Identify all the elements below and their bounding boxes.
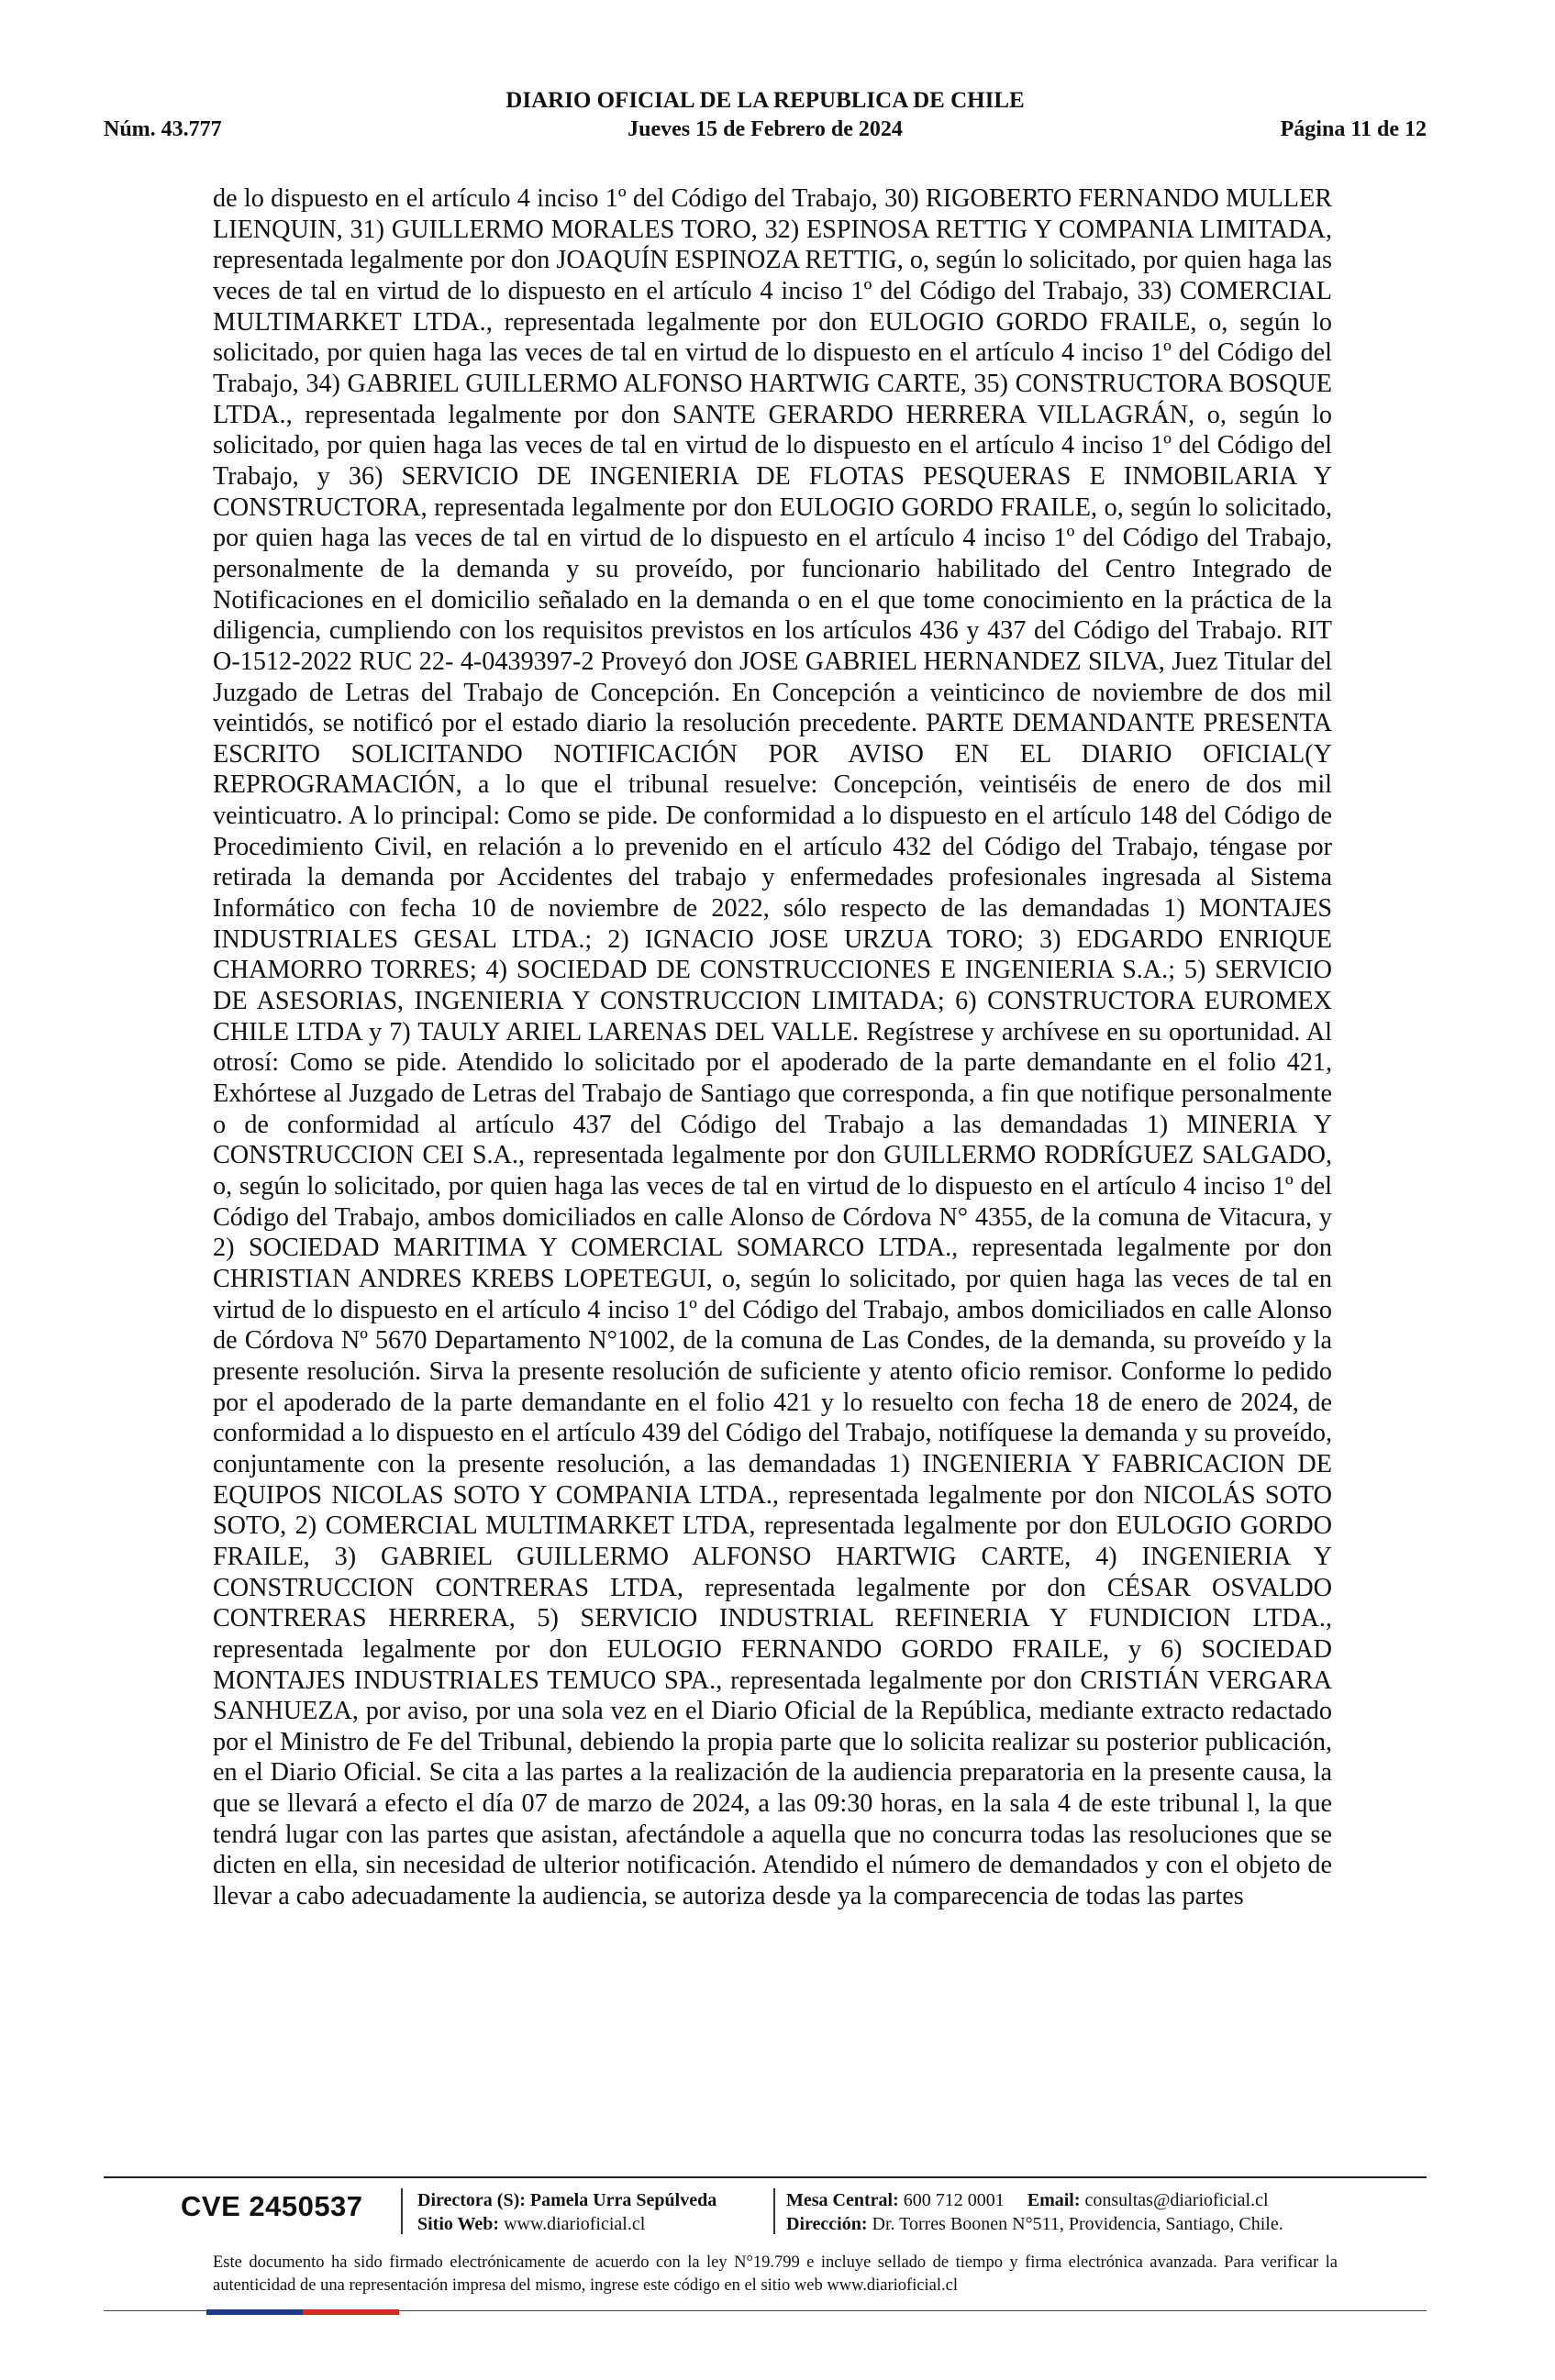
website-label: Sitio Web: bbox=[417, 2214, 500, 2234]
email-label: Email: bbox=[1027, 2190, 1081, 2210]
legal-notice: Este documento ha sido firmado electrónicamente de acuerdo con la ley N°19.799 e incluye sellado de tiempo y firma electrónica avanzada. Para verificar la autenticidad de una representación impresa del mismo, ingrese este código en el sitio web www.diarioficial.cl bbox=[213, 2253, 1338, 2295]
publication-title: DIARIO OFICIAL DE LA REPUBLICA DE CHILE bbox=[505, 88, 1025, 113]
address-label: Dirección: bbox=[786, 2214, 868, 2234]
director-label: Directora (S): bbox=[417, 2190, 526, 2210]
phone-number: 600 712 0001 bbox=[903, 2190, 1005, 2210]
director-name: Pamela Urra Sepúlveda bbox=[529, 2190, 717, 2210]
flag-stripe-blue bbox=[206, 2309, 303, 2315]
phone-label: Mesa Central: bbox=[786, 2190, 899, 2210]
director-line bbox=[417, 2188, 716, 2212]
contact-info bbox=[786, 2188, 1283, 2236]
website-link[interactable]: www.diarioficial.cl bbox=[504, 2214, 646, 2234]
page-indicator: Página 11 de 12 bbox=[1280, 117, 1427, 141]
website-line bbox=[417, 2212, 716, 2236]
cve-code: CVE 2450537 bbox=[181, 2190, 363, 2222]
issue-number: Núm. 43.777 bbox=[104, 117, 222, 141]
email-link[interactable]: consultas@diarioficial.cl bbox=[1084, 2190, 1269, 2210]
issue-date: Jueves 15 de Febrero de 2024 bbox=[628, 117, 903, 141]
footer-separator bbox=[773, 2188, 775, 2234]
contact-line bbox=[786, 2188, 1283, 2212]
footer-divider bbox=[104, 2176, 1427, 2178]
director-info bbox=[417, 2188, 716, 2236]
address-text: Dr. Torres Boonen N°511, Providencia, Santiago, Chile. bbox=[872, 2214, 1283, 2234]
page-header bbox=[104, 88, 1427, 147]
body-text: de lo dispuesto en el artículo 4 inciso 1º del Código del Trabajo, 30) RIGOBERTO FERNANDO MULLER LIENQUIN, 31) GUILLERMO MORALES TORO, 32) ESPINOSA RETTIG Y COMPANIA LIMITADA, representada legalmente por don JOAQUÍN ESPINOZA RETTIG, o, según lo solicitado, por quien haga las veces de tal en virtud de lo dispuesto en el artículo 4 inciso 1º del Código del Trabajo, 33) COMERCIAL MULTIMARKET LTDA., representada legalmente por don EULOGIO GORDO FRAILE, o, según lo solicitado, por quien haga las veces de tal en virtud de lo dispuesto en el artículo 4 inciso 1º del Código del Trabajo, 34) GABRIEL GUILLERMO ALFONSO HARTWIG CARTE, 35) CONSTRUCTORA BOSQUE LTDA., representada legalmente por don SANTE GERARDO HERRERA VILLAGRÁN, o, según lo solicitado, por quien haga las veces de tal en virtud de lo dispuesto en el artículo 4 inciso 1º del Código del Trabajo, y 36) SERVICIO DE INGENIERIA DE FLOTAS PESQUERAS E INMOBILARIA Y CONSTRUCTORA, representada legalmente por don EULOGIO GORDO FRAILE, o, según lo solicitado, por quien haga las veces de tal en virtud de lo dispuesto en el artículo 4 inciso 1º del Código del Trabajo, personalmente de la demanda y su proveído, por funcionario habilitado del Centro Integrado de Notificaciones en el domicilio señalado en la demanda o en el que tome conocimiento en la práctica de la diligencia, cumpliendo con los requisitos previstos en los artículos 436 y 437 del Código del Trabajo. RIT O-1512-2022 RUC 22- 4-0439397-2 Proveyó don JOSE GABRIEL HERNANDEZ SILVA, Juez Titular del Juzgado de Letras del Trabajo de Concepción. En Concepción a veinticinco de noviembre de dos mil veintidós, se notificó por el estado diario la resolución precedente. PARTE DEMANDANTE PRESENTA ESCRITO SOLICITANDO NOTIFICACIÓN POR AVISO EN EL DIARIO OFICIAL(Y REPROGRAMACIÓN, a lo que el tribunal resuelve: Concepción, veintiséis de enero de dos mil veinticuatro. A lo principal: Como se pide. De conformidad a lo dispuesto en el artículo 148 del Código de Procedimiento Civil, en relación a lo prevenido en el artículo 432 del Código del Trabajo, téngase por retirada la demanda por Accidentes del trabajo y enfermedades profesionales ingresada al Sistema Informático con fecha 10 de noviembre de 2022, sólo respecto de las demandadas 1) MONTAJES INDUSTRIALES GESAL LTDA.; 2) IGNACIO JOSE URZUA TORO; 3) EDGARDO ENRIQUE CHAMORRO TORRES; 4) SOCIEDAD DE CONSTRUCCIONES E INGENIERIA S.A.; 5) SERVICIO DE ASESORIAS, INGENIERIA Y CONSTRUCCION LIMITADA; 6) CONSTRUCTORA EUROMEX CHILE LTDA y 7) TAULY ARIEL LARENAS DEL VALLE. Regístrese y archívese en su oportunidad. Al otrosí: Como se pide. Atendido lo solicitado por el apoderado de la parte demandante en el folio 421, Exhórtese al Juzgado de Letras del Trabajo de Santiago que corresponda, a fin que notifique personalmente o de conformidad al artículo 437 del Código del Trabajo a las demandadas 1) MINERIA Y CONSTRUCCION CEI S.A., representada legalmente por don GUILLERMO RODRÍGUEZ SALGADO, o, según lo solicitado, por quien haga las veces de tal en virtud de lo dispuesto en el artículo 4 inciso 1º del Código del Trabajo, ambos domiciliados en calle Alonso de Córdova N° 4355, de la comuna de Vitacura, y 2) SOCIEDAD MARITIMA Y COMERCIAL SOMARCO LTDA., representada legalmente por don CHRISTIAN ANDRES KREBS LOPETEGUI, o, según lo solicitado, por quien haga las veces de tal en virtud de lo dispuesto en el artículo 4 inciso 1º del Código del Trabajo, ambos domiciliados en calle Alonso de Córdova Nº 5670 Departamento N°1002, de la comuna de Las Condes, de la demanda, su proveído y la presente resolución. Sirva la presente resolución de suficiente y atento oficio remisor. Conforme lo pedido por el apoderado de la parte demandante en el folio 421 y lo resuelto con fecha 18 de enero de 2024, de conformidad a lo dispuesto en el artículo 439 del Código del Trabajo, notifíquese la demanda y su proveído, conjuntamente con la presente resolución, a las demandadas 1) INGENIERIA Y FABRICACION DE EQUIPOS NICOLAS SOTO Y COMPANIA LTDA., representada legalmente por don NICOLÁS SOTO SOTO, 2) COMERCIAL MULTIMARKET LTDA, representada legalmente por don EULOGIO GORDO FRAILE, 3) GABRIEL GUILLERMO ALFONSO HARTWIG CARTE, 4) INGENIERIA Y CONSTRUCCION CONTRERAS LTDA, representada legalmente por don CÉSAR OSVALDO CONTRERAS HERRERA, 5) SERVICIO INDUSTRIAL REFINERIA Y FUNDICION LTDA., representada legalmente por don EULOGIO FERNANDO GORDO FRAILE, y 6) SOCIEDAD MONTAJES INDUSTRIALES TEMUCO SPA., representada legalmente por don CRISTIÁN VERGARA SANHUEZA, por aviso, por una sola vez en el Diario Oficial de la República, mediante extracto redactado por el Ministro de Fe del Tribunal, debiendo la propia parte que lo solicita realizar su posterior publicación, en el Diario Oficial. Se cita a las partes a la realización de la audiencia preparatoria en la presente causa, la que se llevará a efecto el día 07 de marzo de 2024, a las 09:30 horas, en la sala 4 de este tribunal l, la que tendrá lugar con las partes que asistan, afectándole a aquella que no concurra todas las resoluciones que se dicten en ella, sin necesidad de ulterior notificación. Atendido el número de demandados y con el objeto de llevar a cabo adecuadamente la audiencia, se autoriza desde ya la comparecencia de todas las partes bbox=[213, 184, 1332, 1911]
flag-stripe-red bbox=[303, 2309, 399, 2315]
footer-separator bbox=[401, 2188, 403, 2234]
address-line bbox=[786, 2212, 1283, 2236]
